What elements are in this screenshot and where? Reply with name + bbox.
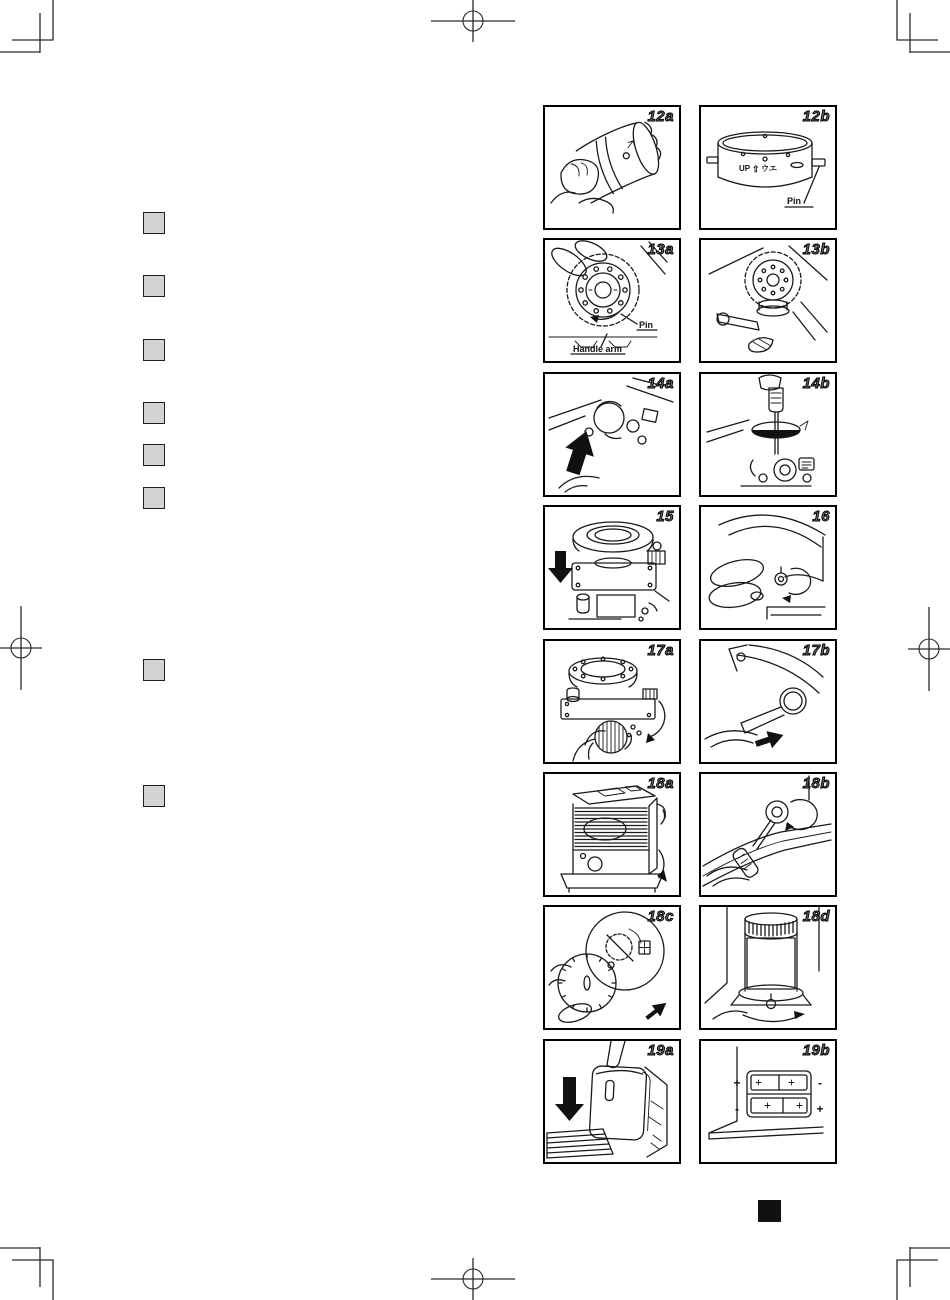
figure-label: 14a: [647, 374, 674, 392]
figure-13a-illustration-wick-install: [545, 240, 679, 361]
registration-mark-bottom-center: [431, 1258, 515, 1300]
figure-13b-illustration-wick-sleeve: [701, 240, 835, 361]
figure-label: 13b: [802, 241, 830, 259]
figure-panel-18d: [699, 905, 837, 1030]
figure-panel-14a: [543, 372, 681, 497]
figure-label: 16: [812, 508, 830, 526]
step-marker-square-4: [143, 402, 165, 424]
figure-panel-12b: [699, 105, 837, 230]
figure-18c-illustration-dial-remove: [545, 907, 679, 1028]
pin-callout-label: Pin: [639, 320, 654, 331]
figure-label: 18c: [647, 908, 674, 926]
crop-mark-top-left: [0, 0, 60, 60]
figure-18b-illustration-screw-guard: [701, 774, 835, 895]
figure-17a-illustration-thumbwheel: [545, 641, 679, 762]
section-end-marker: [758, 1200, 781, 1222]
up-kana-text: ウエ: [761, 164, 777, 173]
figure-19a-illustration-tank-insert: [545, 1041, 679, 1162]
polarity-top-left: +: [733, 1075, 741, 1090]
figure-label: 19b: [802, 1041, 830, 1059]
up-arrow-icon: ⇧: [752, 164, 760, 174]
figure-label: 12a: [647, 108, 674, 125]
figure-panel-16: [699, 505, 837, 630]
pin-callout-label: Pin: [787, 196, 802, 206]
figure-label: 12b: [802, 108, 830, 125]
figure-16-illustration-finger-knob: [701, 507, 835, 628]
figure-15-illustration-lower-burner: [545, 507, 679, 628]
registration-mark-top-center: [431, 0, 515, 42]
crop-mark-bottom-left: [0, 1240, 60, 1300]
figure-panel-18a: [543, 772, 681, 897]
figure-label: 14b: [802, 374, 830, 392]
figure-14a-illustration-push-mechanism: [545, 374, 679, 495]
step-marker-square-6: [143, 487, 165, 509]
step-marker-square-8: [143, 785, 165, 807]
crop-mark-bottom-right: [890, 1240, 950, 1300]
figure-panel-17a: [543, 639, 681, 764]
figure-panel-17b: [699, 639, 837, 764]
figure-panel-12a: [543, 105, 681, 230]
figure-19b-illustration-battery-holder: [701, 1041, 835, 1162]
figure-label: 18a: [647, 774, 674, 792]
figure-18a-illustration-heater-front: [545, 774, 679, 895]
figure-panel-13b: [699, 238, 837, 363]
figure-label: 18b: [802, 774, 830, 792]
figure-label: 13a: [647, 241, 674, 259]
figure-12a-illustration-wick-in-hand: [545, 107, 679, 228]
figure-14b-illustration-screwdriver-turn: [701, 374, 835, 495]
up-text: UP: [739, 164, 751, 173]
figure-label: 17a: [647, 641, 674, 659]
crop-mark-top-right: [890, 0, 950, 60]
figure-label: 19a: [647, 1041, 674, 1059]
handle-arm-callout-label: Handle arm: [573, 344, 623, 355]
polarity-bottom-left: -: [735, 1101, 739, 1116]
step-marker-square-7: [143, 659, 165, 681]
figure-panel-19b: [699, 1039, 837, 1164]
figure-12b-illustration-wick-band: [701, 107, 835, 228]
figure-panel-15: [543, 505, 681, 630]
figure-panel-14b: [699, 372, 837, 497]
figure-panel-13a: [543, 238, 681, 363]
figure-label: 17b: [802, 641, 830, 659]
figure-17b-illustration-igniter-knob: [701, 641, 835, 762]
figure-panel-19a: [543, 1039, 681, 1164]
registration-mark-left-center: [0, 606, 42, 690]
step-marker-square-1: [143, 212, 165, 234]
figure-grid: [543, 105, 837, 1164]
figure-label: 15: [656, 508, 674, 526]
polarity-bottom-right: +: [816, 1101, 824, 1116]
step-marker-square-3: [143, 339, 165, 361]
step-marker-square-2: [143, 275, 165, 297]
figure-panel-18c: [543, 905, 681, 1030]
polarity-top-right: -: [818, 1075, 822, 1090]
step-marker-square-5: [143, 444, 165, 466]
registration-mark-right-center: [908, 607, 950, 691]
figure-panel-18b: [699, 772, 837, 897]
figure-18d-illustration-burner-cylinder: [701, 907, 835, 1028]
figure-label: 18d: [802, 908, 830, 926]
